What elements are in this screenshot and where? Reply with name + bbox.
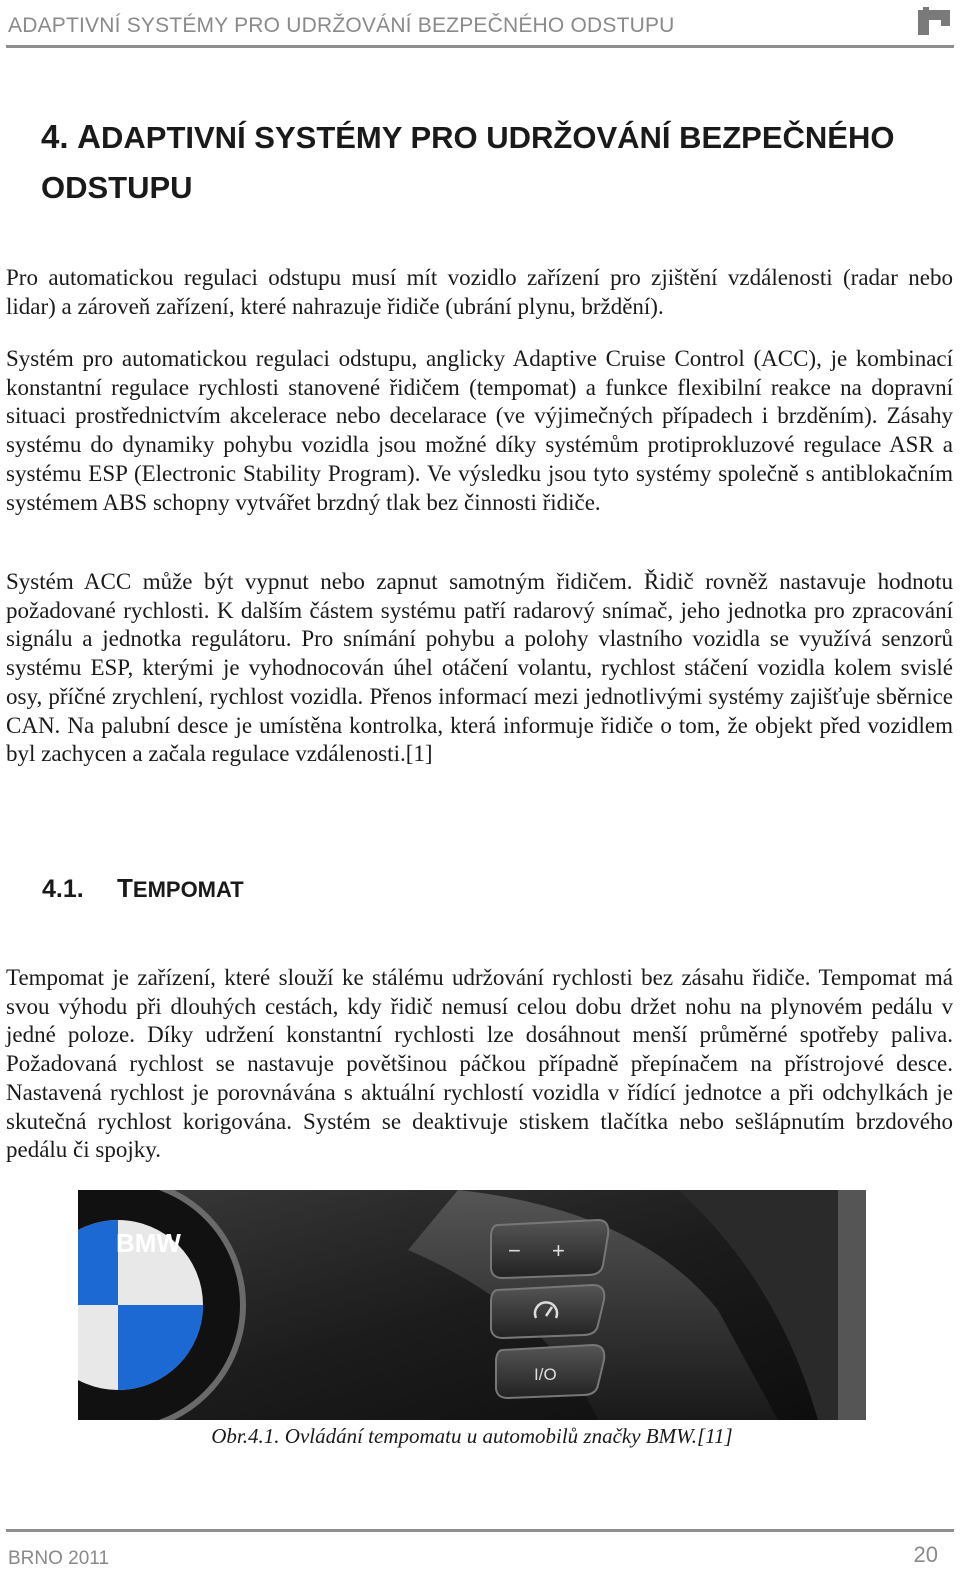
chapter-number: 4. xyxy=(41,118,69,155)
chapter-title xyxy=(41,112,941,213)
footer-rule xyxy=(6,1529,954,1532)
paragraph-acc-definition: Systém pro automatickou regulaci odstupu, anglicky Adaptive Cruise Control (ACC), je kombinací konstantní regulace rychlosti stanovené řidičem (tempomat) a funkce flexibilní reakce na dopravní situaci prostřednictvím akcelerace nebo decelarace (ve výjimečných případech i brzděním). Zásahy systému do dynamiky pohybu vozidla jsou možné díky systémům protiprokluzové regulace ASR a systému ESP (Electronic Stability Program). Ve výsledku jsou tyto systémy společně s antiblokačním systémem ABS schopny vytvářet brzdný tlak bez činnosti řidiče. xyxy=(6,346,953,515)
cruise-control-button-cluster xyxy=(491,1220,608,1398)
paragraph-tempomat: Tempomat je zařízení, které slouží ke stálému udržování rychlosti bez zásahu řidiče. Tempomat má svou výhodu při dlouhých cestách, kdy řidič nemusí celou dobu držet nohu na plynovém pedálu v jedné poloze. Díky udržení konstantní rychlosti lze dosáhnout menší průměrné spotřeby paliva. Požadovaná rychlost se nastavuje povětšinou páčkou případně přepínačem na přístrojové desce. Nastavená rychlost je porovnávána s aktuální rychlostí vozidla v řídící jednotce a při odchylkách je skutečná rychlost korigována. Systém se deaktivuje stiskem tlačítka nebo sešlápnutím brzdového pedálu či spojky. xyxy=(6,965,953,1163)
section-title-rest: EMPOMAT xyxy=(132,877,244,902)
figure-caption: Obr.4.1. Ovládání tempomatu u automobilů značky BMW.[11] xyxy=(211,1424,733,1448)
footer-place-year: BRNO 2011 xyxy=(8,1548,110,1569)
speed-minus-label: − xyxy=(508,1238,521,1263)
paragraph-intro: Pro automatickou regulaci odstupu musí mít vozidlo zařízení pro zjištění vzdálenosti (radar nebo lidar) a zároveň zařízení, které nahrazuje řidiče (ubrání plynu, brždění). xyxy=(6,265,953,319)
section-title-initial: T xyxy=(117,873,133,903)
page-number: 20 xyxy=(913,1542,938,1567)
university-logo-icon xyxy=(917,6,951,36)
section-title xyxy=(42,873,244,904)
section-number: 4.1. xyxy=(42,875,84,903)
header-rule xyxy=(6,45,954,48)
chapter-title-initial: A xyxy=(77,118,101,155)
chapter-title-line1: DAPTIVNÍ SYSTÉMY PRO UDRŽOVÁNÍ BEZPEČNÉHO xyxy=(101,120,895,155)
cruise-on-off-label: I/O xyxy=(534,1365,557,1384)
bmw-logo-text: BMW xyxy=(116,1228,181,1258)
chapter-title-line2: ODSTUPU xyxy=(41,170,193,205)
paragraph-acc-components: Systém ACC může být vypnut nebo zapnut samotným řidičem. Řidič rovněž nastavuje hodnotu požadované rychlosti. K dalším částem systému patří radarový snímač, jeho jednotka pro zpracování signálu a jednotka regulátoru. Pro snímání pohybu a polohy vlastního vozidla se využívá senzorů systému ESP, kterými je vyhodnocován úhel otáčení volantu, rychlost stáčení vozidla kolem svislé osy, příčné zrychlení, rychlost vozidla. Přenos informací mezi jednotlivými systémy zajišťuje sběrnice CAN. Na palubní desce je umístěna kontrolka, která informuje řidiče o tom, že objekt před vozidlem byl zachycen a začala regulace vzdálenosti.[1] xyxy=(6,569,953,767)
speed-plus-label: + xyxy=(552,1238,565,1263)
steering-wheel-photo xyxy=(78,1190,866,1420)
running-header: ADAPTIVNÍ SYSTÉMY PRO UDRŽOVÁNÍ BEZPEČNÉHO ODSTUPU xyxy=(8,14,675,37)
